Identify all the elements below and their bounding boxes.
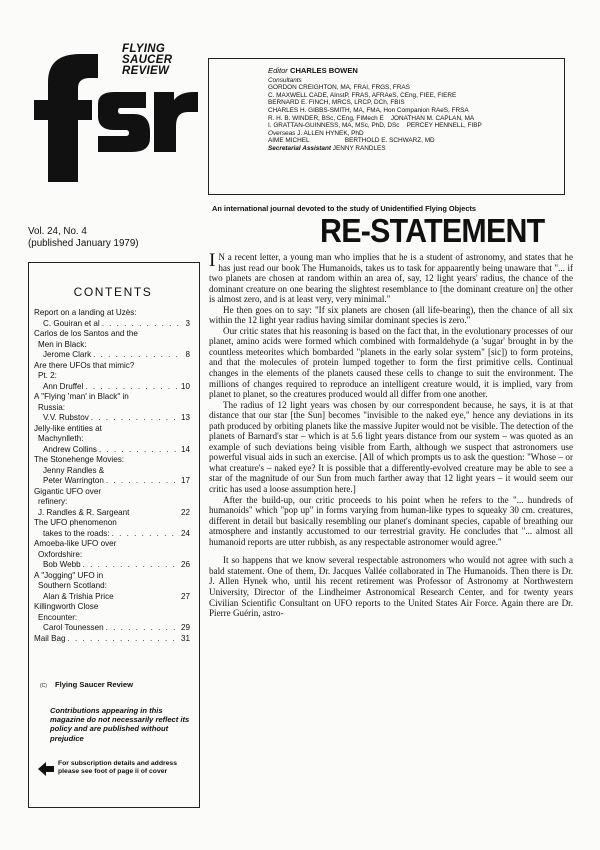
toc-title-line: Southern Scotland:: [38, 581, 107, 590]
toc-leader: [104, 476, 180, 487]
toc-title-line: A "Flying 'man' in Black" in: [34, 392, 129, 401]
toc-leader: [83, 382, 180, 393]
toc-title-line: Russia:: [38, 402, 65, 412]
toc-title-line: Killingworth Close: [34, 602, 99, 611]
toc-page: 22: [180, 507, 190, 517]
toc-author: takes to the roads:: [43, 528, 110, 538]
toc-title-line: Report on a landing at Uzès:: [34, 308, 137, 317]
toc-leader: [97, 445, 180, 456]
toc-title-line: Are there UFOs that mimic?: [34, 360, 135, 370]
toc-entry[interactable]: [34, 361, 190, 393]
article-paragraph: Our critic states that his reasoning is based on the fact that, in the evolutionary processes of our planet, amino acids were formed which combined with formaldehyde (a 'sugar' brought in by the countless meteorites which bombarded "planets in the early solar system" [sic]) to form proteins, and that the molecules of protein lumped together to form the first primitive cells. Continual changes in the elements of the planets caused these cells to change to suit the environment. The millions of changes required to reproduce an intelligent creature would, it is implied, vary from planet to planet, so the creatures produced would all differ from one another.: [209, 325, 573, 400]
consultant-4: CHARLES H. GIBBS-SMITH, MA, FMA, Hon Companion RAeS, FRSA: [268, 106, 469, 114]
consultant-5: R. H. B. WINDER, BSc, CEng, FIMech E JONATHAN M. CAPLAN, MA: [268, 114, 475, 122]
toc-entry[interactable]: [34, 602, 190, 634]
article-paragraph: It so happens that we know several respectable astronomers who would not agree with such a bald statement. One of them, Dr. Jacques Vallée collaborated in The Humanoids. Then there is Dr. J. Allen Hynek who, until his recent retirement was Professor of Astronomy at Northwestern University, Director of the Lindheimer Astronomical Research Center, and for twenty years Civilian Scientific Consultant on UFO reports to the United States Air Force. Again there are Dr. Pierre Guérin, astro-: [209, 555, 573, 619]
article-body: [209, 252, 573, 619]
toc-title-line: Machynlleth:: [38, 434, 84, 443]
toc-page: 29: [180, 623, 190, 632]
consultant-2: C. MAXWELL CADE, AInstP, FRAS, AFRAeS, CEng, FIEE, FIERE: [268, 91, 457, 99]
toc-entry[interactable]: [34, 308, 190, 329]
toc-page: 31: [180, 633, 190, 643]
toc-entry[interactable]: [34, 329, 190, 361]
editor-name: CHARLES BOWEN: [289, 66, 358, 75]
toc-author: Andrew Collins: [43, 444, 97, 454]
article-paragraph: The radius of 12 light years was chosen by our correspondent because, he says, it is at that distance that our star [the Sun] becomes "invisible to the naked eye," hence any deviations in its path produced by orbiting planets like the massive Jupiter would not be visible. The detection of the planets of Barnard's star – which is at 5.6 light years distance from our system – was quoted as an example of such deviations being visible from Earth, although we suspect that astronomers use powerful visual aids in such an exercise. [All of which prompts us to ask the question: "Whose – or what creature's – naked eye? It is possible that a differently-evolved creature may be able to see a star of the magnitude of our Sun from much farther away that 12 light years – it would seem our critic has used a loose assumption here.]: [209, 399, 573, 495]
toc-page: 14: [180, 444, 190, 454]
toc-leader: [81, 560, 180, 571]
toc-title-line: The Stonehenge Movies:: [34, 455, 124, 464]
toc-page: 3: [185, 318, 190, 328]
toc-page: 26: [180, 560, 190, 569]
toc-author: J. Randles & R. Sargeant: [38, 507, 130, 517]
consultants-label: Consultants: [268, 76, 302, 84]
article-paragraph-text: N a recent letter, a young man who implies that he is a student of astronomy, and states that he has just read our book The Humanoids, takes us to task for appaarently being unaware that "... if two planets are chosen at random within an area of, say, 12 light years' radius, the chance of the dominant creature on one bearing the slightest resemblance to [the dominant creature on] the other is almost zero, and is at least very, very minimal.": [209, 252, 573, 305]
toc-title-line: Encounter:: [38, 612, 78, 622]
toc-leader: [100, 319, 185, 330]
toc-author: Mail Bag: [34, 633, 66, 643]
page-title: RE-STATEMENT: [320, 212, 545, 249]
issue-info: [28, 226, 139, 249]
drop-cap: I: [209, 250, 216, 271]
article-paragraph: He then goes on to say: "If six planets are chosen (all life-bearing), then the chance of all six within the 12 light year radius having similar dominant species is zero.": [209, 304, 573, 326]
toc-title-line: Oxfordshire:: [38, 549, 83, 559]
issue-volume: Vol. 24, No. 4: [28, 226, 87, 237]
logo-word-2: SAUCER: [122, 54, 173, 66]
fsr-logo: [28, 42, 198, 182]
toc-page: 24: [180, 528, 190, 538]
secretarial-name: JENNY RANDLES: [332, 144, 386, 152]
consultant-1: GORDON CREIGHTON, MA, FRAI, FRGS, FRAS: [268, 84, 410, 92]
editorial-credits: [268, 67, 558, 153]
contents-list: [34, 308, 190, 644]
logo-letter-s: [98, 92, 150, 152]
footer-title-text: Flying Saucer Review: [54, 680, 134, 689]
toc-entry[interactable]: [34, 634, 190, 645]
toc-page: 27: [180, 591, 190, 601]
toc-author: Bob Webb: [43, 560, 81, 569]
toc-author: C. Gouiran et al: [43, 318, 100, 328]
toc-leader: [104, 623, 180, 634]
toc-author: Carol Tounessen: [43, 623, 104, 632]
section-gap: [209, 547, 573, 555]
journal-tagline: An international journal devoted to the study of Unidentified Flying Objects: [212, 204, 477, 213]
logo-word-3: REVIEW: [122, 65, 170, 77]
subscription-note: For subscription details and address please see foot of page ii of cover: [58, 760, 177, 776]
toc-title-line: refinery:: [38, 497, 68, 506]
secretarial-label: Secretarial Assistant: [268, 144, 331, 152]
contents-footer-title: [40, 680, 133, 689]
issue-published: (published January 1979): [28, 237, 139, 249]
toc-title-line: A "Jogging" UFO in: [34, 570, 104, 580]
contents-title: CONTENTS: [73, 285, 153, 299]
toc-page: 8: [185, 350, 190, 359]
logo-wordmark: [122, 44, 172, 77]
toc-page: 17: [180, 476, 190, 485]
toc-entry[interactable]: [34, 392, 190, 424]
article-paragraph: After the build-up, our critic proceeds to his point when he refers to the "... hundreds of humanoids" which "pop up" in forms varying from human-like types to squeaky 30 cm. creatures, different in detail but basically resembling our planet's dominant species, capable of breathing our atmosphere and instantly accustomed to our terrestrial gravity. He concludes that "... almost all humanoid reports are utter rubbish, as any respectable astronomer would agree.": [209, 494, 573, 547]
toc-leader: [89, 413, 180, 424]
toc-title-line: Pt. 2:: [38, 371, 57, 380]
editor-label: Editor: [268, 66, 288, 75]
arrow-left-icon: [38, 762, 54, 776]
toc-author: Ann Druffel: [43, 381, 84, 391]
toc-entry[interactable]: [34, 518, 190, 539]
disclaimer: Contributions appearing in this magazine do not necessarily reflect its policy and are published without prejudice: [50, 706, 190, 743]
toc-entry[interactable]: [34, 487, 190, 519]
toc-title-line: Jelly-like entities at: [34, 423, 102, 433]
overseas-1: J. ALLEN HYNEK, PhD: [297, 129, 364, 137]
toc-title-line: Carlos de los Santos and the: [34, 329, 138, 338]
toc-author: V.V. Rubstov: [43, 413, 89, 422]
logo-letter-r: [154, 92, 198, 152]
overseas-2: AIME MICHEL BERTHOLD E. SCHWARZ, MD: [268, 137, 435, 145]
consultant-6: I. GRATTAN-GUINNESS, MA, MSc, PhD, DSc PERCEY HENNELL, FIBP: [268, 122, 482, 130]
logo-letter-f: [34, 54, 98, 182]
toc-entry[interactable]: [34, 539, 190, 571]
toc-author: Jerome Clark: [43, 350, 92, 359]
toc-author: Peter Warrington: [43, 476, 104, 485]
toc-leader: [91, 350, 184, 361]
toc-entry[interactable]: [34, 455, 190, 487]
toc-title-line: Amoeba-like UFO over: [34, 539, 117, 548]
toc-title-line: The UFO phenomenon: [34, 518, 117, 527]
toc-leader: [66, 634, 180, 645]
copyright-mark: (C): [40, 683, 47, 689]
logo-word-1: FLYING: [122, 43, 166, 55]
consultant-3: BERNARD E. FINCH, MRCS, LRCP, DCh, FBIS: [268, 99, 405, 107]
toc-title-line: Men in Black:: [38, 339, 87, 349]
toc-author: Alan & Trishia Price: [43, 591, 114, 601]
article-paragraph: [209, 252, 573, 305]
toc-leader: [110, 529, 180, 540]
toc-title-line: Gigantic UFO over: [34, 486, 102, 496]
toc-page: 13: [180, 413, 190, 422]
toc-author-line: Jenny Randles &: [43, 465, 105, 475]
overseas-label: Overseas: [268, 129, 296, 137]
toc-page: 10: [180, 381, 190, 391]
toc-entry[interactable]: [34, 571, 190, 603]
toc-entry[interactable]: [34, 424, 190, 456]
